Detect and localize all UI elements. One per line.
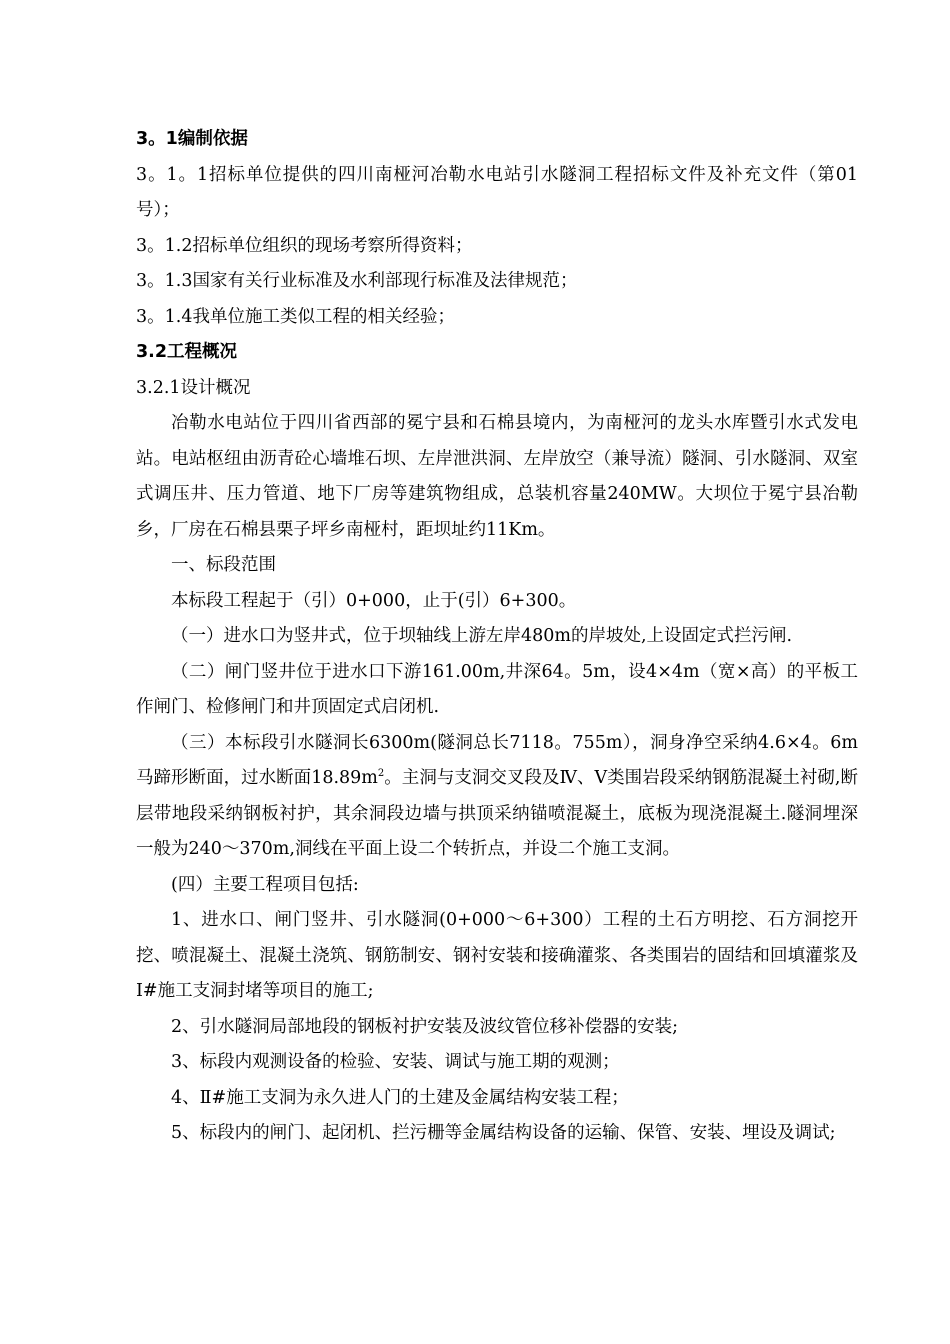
works-item-1: 1、进水口、闸门竖井、引水隧洞(0+000～6+300）工程的土石方明挖、石方洞挖开挖、喷混凝土、混凝土浇筑、钢筋制安、钢衬安装和接确灌浆、各类围岩的固结和回填灌浆及Ⅰ#施工支洞封堵等项目的施工; — [136, 910, 858, 1001]
basis-item-4: 3。1.4我单位施工类似工程的相关经验； — [136, 306, 455, 327]
scope-item-3-part-b: 。主洞与支洞交叉段及Ⅳ、Ⅴ类围岩段采纳钢筋混凝土衬砌,断层带地段采纳钢板衬护，其余洞段边墙与拱顶采纳锚喷混凝土，底板为现浇混凝土.隧洞埋深一般为240～370m,洞线在平面上设二个转折点，并设二个施工支洞。 — [136, 768, 858, 859]
scope-item-1: （一）进水口为竖井式，位于坝轴线上游左岸480m的岸坡处,上设固定式拦污闸. — [171, 626, 793, 646]
overview-paragraph: 冶勒水电站位于四川省西部的冕宁县和石棉县境内，为南桠河的龙头水库暨引水式发电站。电站枢纽由沥青砼心墙堆石坝、左岸泄洪洞、左岸放空（兼导流）隧洞、引水隧洞、双室式调压井、压力管道、地下厂房等建筑物组成，总装机容量240MW。大坝位于冕宁县冶勒乡，厂房在石棉县栗子坪乡南桠村，距坝址约11Km。 — [136, 413, 858, 540]
basis-item-2: 3。1.2招标单位组织的现场考察所得资料； — [136, 235, 473, 256]
basis-item-1: 3。1。1招标单位提供的四川南桠河冶勒水电站引水隧洞工程招标文件及补充文件（第01号）； — [136, 164, 858, 220]
scope-range: 本标段工程起于（引）0+000，止于(引）6+300。 — [171, 590, 577, 611]
section-heading-3-1: 3。1编制依据 — [136, 129, 248, 149]
works-item-2: 2、引水隧洞局部地段的钢板衬护安装及波纹管位移补偿器的安装; — [171, 1016, 679, 1037]
works-item-5: 5、标段内的闸门、起闭机、拦污栅等金属结构设备的运输、保管、安装、埋设及调试; — [171, 1123, 836, 1143]
works-item-4: 4、Ⅱ#施工支洞为永久进人门的土建及金属结构安装工程； — [171, 1087, 629, 1108]
scope-item-3-part-a: （三）本标段引水隧洞长6300m(隧洞总长7118。755m），洞身净空采纳4.6×4。6m马蹄形断面，过水断面18.89m — [136, 732, 858, 788]
basis-item-3: 3。1.3国家有关行业标准及水利部现行标准及法律规范； — [136, 271, 578, 291]
scope-item-2: （二）闸门竖井位于进水口下游161.00m,井深64。5m，设4×4m（宽×高）的平板工作闸门、检修闸门和井顶固定式启闭机. — [136, 661, 858, 717]
works-title: (四）主要工程项目包括: — [171, 874, 359, 895]
subsection-heading-3-2-1: 3.2.1设计概况 — [136, 377, 251, 398]
scope-title: 一、标段范围 — [171, 555, 276, 575]
section-heading-3-2: 3.2工程概况 — [136, 342, 238, 362]
scope-item-3 — [136, 726, 858, 868]
document-body — [136, 122, 858, 1152]
works-item-3: 3、标段内观测设备的检验、安装、调试与施工期的观测； — [171, 1052, 620, 1072]
square-superscript: 2 — [377, 768, 385, 780]
